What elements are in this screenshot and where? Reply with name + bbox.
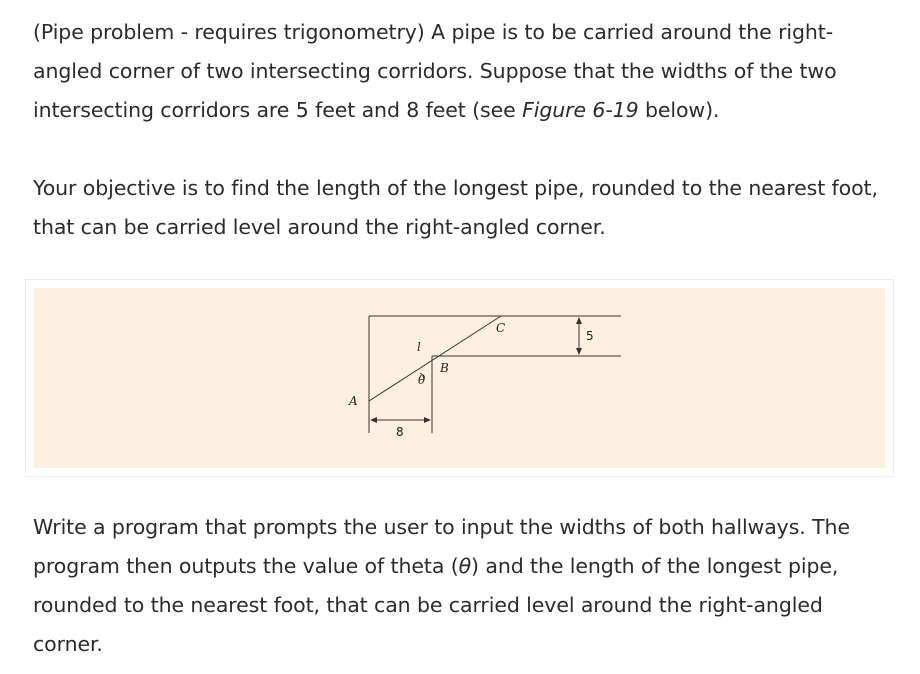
corridor-diagram: [34, 288, 885, 468]
task-prefix: Write a program that prompts the user to input the widths of both hallways. The program then outputs the value of theta (: [33, 515, 850, 578]
problem-intro: [33, 13, 893, 130]
width-8-arrow-left: [370, 417, 377, 423]
intro-suffix: below).: [638, 98, 720, 122]
problem-objective: Your objective is to find the length of the longest pipe, rounded to the nearest foot, that can be carried level around the right-angled corner.: [33, 176, 878, 239]
figure-container: [25, 279, 894, 477]
width-5-arrow-down: [576, 348, 582, 355]
width-8-arrow-right: [424, 417, 431, 423]
pipe-line: [369, 316, 501, 401]
figure-reference: Figure 6-19: [522, 98, 639, 122]
task-suffix: ) and the length of the longest pipe, rounded to the nearest foot, that can be carried level around the right-angled corner.: [33, 554, 839, 656]
label-c: C: [496, 321, 506, 335]
label-theta: θ: [418, 373, 426, 387]
width-5-arrow-up: [576, 317, 582, 324]
figure-panel: [34, 288, 885, 468]
label-a: A: [349, 394, 358, 408]
label-l: l: [417, 340, 421, 354]
width-5-label: 5: [586, 329, 594, 343]
label-b: B: [440, 361, 449, 375]
intro-prefix: (Pipe problem - requires trigonometry) A pipe is to be carried around the right-angled corner of two intersecting corridors. Suppose that the widths of the two intersecting corridors are 5 feet and 8 feet (see: [33, 20, 837, 122]
theta-symbol: θ: [458, 554, 472, 578]
width-8-label: 8: [396, 425, 404, 439]
problem-task: [33, 508, 893, 664]
